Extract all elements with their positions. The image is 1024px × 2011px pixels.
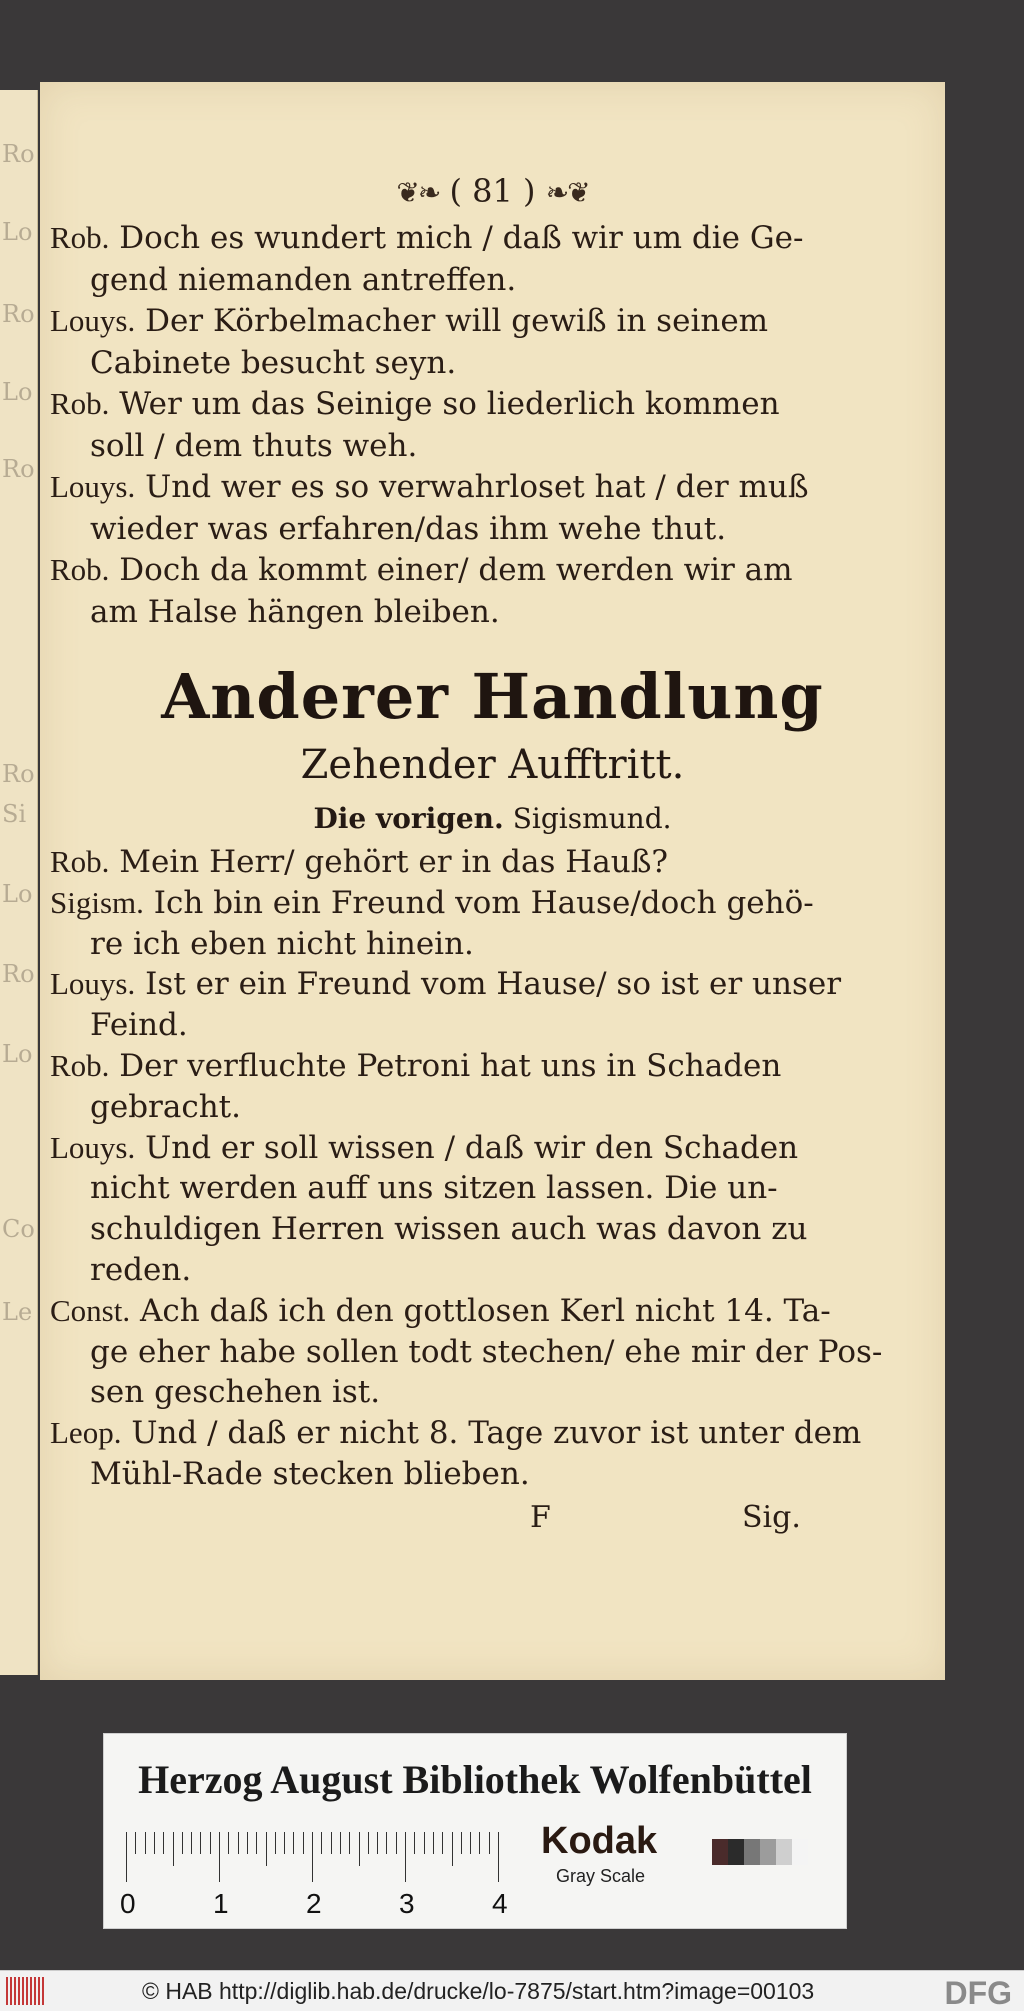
- speaker-name: Const.: [50, 1292, 131, 1328]
- viewer-footer: [0, 1970, 1024, 2011]
- ruler-tick: [452, 1832, 453, 1866]
- ruler-tick: [312, 1832, 313, 1882]
- dialogue-line: [50, 844, 850, 880]
- barcode-bar: [30, 1977, 32, 2005]
- gray-patch: [760, 1839, 776, 1865]
- ruler-tick: [368, 1832, 369, 1854]
- ornament-right-icon: ❧❦: [545, 176, 589, 209]
- speaker-name: Rob.: [50, 220, 110, 255]
- ruler-tick: [442, 1832, 443, 1854]
- ruler-number: 0: [120, 1888, 136, 1919]
- ghost-letter: Co: [2, 1215, 35, 1243]
- gray-patch: [712, 1839, 728, 1865]
- line-text: Ich bin ein Freund vom Hause/doch gehö-: [153, 884, 814, 921]
- dialogue-continuation: schuldigen Herren wissen auch was davon zu: [90, 1211, 808, 1248]
- dialogue-continuation: sen geschehen ist.: [90, 1374, 381, 1411]
- ghost-letter: Lo: [2, 880, 33, 908]
- ruler-tick: [238, 1832, 239, 1854]
- dialogue-continuation: reden.: [90, 1252, 192, 1288]
- ruler-tick: [266, 1832, 267, 1866]
- gray-patch: [744, 1839, 760, 1865]
- scene-cast: [40, 802, 945, 835]
- barcode-bar: [18, 1977, 20, 2005]
- signature-mark: F: [530, 1500, 551, 1535]
- barcode-bar: [14, 1977, 16, 2005]
- barcode-bar: [42, 1977, 44, 2005]
- ruler-tick: [200, 1832, 201, 1854]
- catchword: Sig.: [742, 1500, 801, 1535]
- dialogue-continuation: re ich eben nicht hinein.: [90, 925, 474, 962]
- line-text: Ach daß ich den gottlosen Kerl nicht 14. Ta-: [139, 1292, 831, 1329]
- speaker-name: Rob.: [50, 552, 110, 587]
- ruler-tick: [126, 1832, 127, 1882]
- dialogue-continuation: am Halse hängen bleiben.: [90, 593, 500, 630]
- scale-ruler: [120, 1832, 526, 1919]
- ornament-left-icon: ❦❧: [396, 176, 440, 209]
- speaker-name: Louys.: [50, 966, 136, 1002]
- dialogue-line: [50, 1293, 850, 1329]
- ruler-tick: [340, 1832, 341, 1854]
- ruler-tick: [489, 1832, 490, 1854]
- ruler-tick: [414, 1832, 415, 1854]
- ruler-tick: [303, 1832, 304, 1854]
- dialogue-line: [50, 966, 850, 1002]
- gray-patch: [792, 1839, 808, 1865]
- speaker-name: Leop.: [50, 1415, 122, 1451]
- source-credit-link[interactable]: © HAB http://diglib.hab.de/drucke/lo-7875/start.htm?image=00103: [142, 1977, 815, 2004]
- barcode-bar: [10, 1977, 12, 2005]
- line-text: Und er soll wissen / daß wir den Schaden: [145, 1129, 799, 1166]
- ruler-number: 2: [306, 1888, 322, 1919]
- dialogue-continuation: ge eher habe sollen todt stechen/ ehe mir der Pos-: [90, 1333, 883, 1370]
- ruler-tick: [433, 1832, 434, 1854]
- ruler-tick: [145, 1832, 146, 1854]
- speaker-name: Louys.: [50, 1129, 136, 1165]
- gray-patch: [728, 1839, 744, 1865]
- ruler-tick: [154, 1832, 155, 1854]
- dialogue-line: [50, 1048, 850, 1084]
- ruler-tick: [331, 1832, 332, 1854]
- ghost-letter: Ro: [2, 760, 35, 788]
- speaker-name: Louys.: [50, 303, 136, 338]
- ruler-tick: [293, 1832, 294, 1854]
- dialogue-continuation: nicht werden auff uns sitzen lassen. Die un-: [90, 1170, 778, 1207]
- ruler-tick: [210, 1832, 211, 1854]
- ghost-letter: Ro: [2, 455, 35, 483]
- page-number: ( 81 ): [449, 172, 536, 210]
- ghost-letter: Lo: [2, 378, 33, 406]
- barcode-bar: [26, 1977, 28, 2005]
- ghost-letter: Si: [2, 800, 27, 828]
- ruler-tick: [405, 1832, 406, 1882]
- ghost-letter: Lo: [2, 218, 33, 246]
- color-calibration-card: [103, 1733, 847, 1929]
- gray-scale-patches: [712, 1839, 808, 1865]
- ghost-letter: Le: [2, 1298, 33, 1326]
- dialogue-line: [50, 220, 850, 256]
- speaker-name: Rob.: [50, 386, 110, 421]
- ruler-tick: [386, 1832, 387, 1854]
- dialogue-line: [50, 386, 850, 422]
- ruler-tick: [173, 1832, 174, 1866]
- ruler-tick: [219, 1832, 220, 1882]
- gray-scale-label: Gray Scale: [556, 1866, 646, 1886]
- ghost-letter: Ro: [2, 140, 35, 168]
- speaker-name: Louys.: [50, 469, 136, 504]
- dialogue-continuation: Cabinete besucht seyn.: [90, 344, 457, 381]
- ruler-tick: [256, 1832, 257, 1854]
- ruler-tick: [247, 1832, 248, 1854]
- ghost-letter: Ro: [2, 300, 35, 328]
- dialogue-continuation: gebracht.: [90, 1088, 241, 1125]
- ghost-letter: Ro: [2, 960, 35, 988]
- line-text: Doch da kommt einer/ dem werden wir am: [119, 552, 793, 588]
- dialogue-line: [50, 885, 850, 921]
- dialogue-continuation: Mühl-Rade stecken blieben.: [90, 1456, 530, 1492]
- kodak-logo: Kodak: [541, 1820, 658, 1862]
- ruler-tick: [479, 1832, 480, 1854]
- ghost-letter: Lo: [2, 1040, 33, 1068]
- ruler-tick: [396, 1832, 397, 1854]
- ruler-tick: [377, 1832, 378, 1854]
- dialogue-line: [50, 469, 850, 505]
- ruler-tick: [191, 1832, 192, 1854]
- page-header: [40, 172, 945, 210]
- ruler-number: 3: [399, 1888, 415, 1919]
- barcode-icon: [6, 1977, 46, 2005]
- dialogue-line: [50, 1415, 862, 1452]
- barcode-bar: [38, 1977, 40, 2005]
- previous-page-edge: [0, 90, 38, 1675]
- line-text: Der Körbelmacher will gewiß in seinem: [145, 303, 769, 339]
- ruler-tick: [135, 1832, 136, 1854]
- ruler-tick: [461, 1832, 462, 1854]
- ruler-tick: [275, 1832, 276, 1854]
- barcode-bar: [34, 1977, 36, 2005]
- dialogue-continuation: soll / dem thuts weh.: [90, 427, 418, 464]
- line-text: Doch es wundert mich / daß wir um die Ge-: [119, 220, 804, 256]
- ruler-tick: [498, 1832, 499, 1882]
- ruler-tick: [470, 1832, 471, 1854]
- speaker-name: Sigism.: [50, 884, 144, 920]
- ruler-tick: [284, 1832, 285, 1854]
- ruler-tick: [359, 1832, 360, 1866]
- cast-new: Sigismund.: [512, 802, 672, 835]
- line-text: Wer um das Seinige so liederlich kommen: [119, 386, 780, 422]
- scene-subtitle: Zehender Aufftritt.: [300, 742, 685, 788]
- ruler-tick: [163, 1832, 164, 1854]
- ruler-tick: [424, 1832, 425, 1854]
- ruler-number: 1: [213, 1888, 229, 1919]
- ruler-tick: [228, 1832, 229, 1854]
- ruler-tick: [182, 1832, 183, 1854]
- line-text: Mein Herr/ gehört er in das Hauß?: [119, 844, 669, 880]
- book-page: [40, 82, 945, 1680]
- ruler-tick: [349, 1832, 350, 1854]
- library-name: Herzog August Bibliothek Wolfenbüttel: [138, 1757, 812, 1802]
- cast-previous: Die vorigen.: [313, 802, 504, 835]
- speaker-name: Rob.: [50, 844, 110, 879]
- barcode-bar: [6, 1977, 8, 2005]
- scene-title: Anderer Handlung: [161, 660, 824, 733]
- dialogue-continuation: gend niemanden antreffen.: [90, 261, 517, 298]
- ruler-number: 4: [492, 1888, 508, 1919]
- dialogue-line: [50, 1130, 850, 1166]
- ruler-tick: [321, 1832, 322, 1854]
- dfg-logo: DFG: [944, 1975, 1012, 2011]
- line-text: Ist er ein Freund vom Hause/ so ist er unser: [145, 966, 842, 1003]
- speaker-name: Rob.: [50, 1048, 110, 1083]
- dialogue-line: [50, 303, 850, 339]
- dialogue-continuation: wieder was erfahren/das ihm wehe thut.: [90, 510, 727, 547]
- gray-patch: [776, 1839, 792, 1865]
- dialogue-line: [50, 552, 850, 588]
- barcode-bar: [22, 1977, 24, 2005]
- line-text: Der verfluchte Petroni hat uns in Schaden: [119, 1048, 782, 1084]
- line-text: Und / daß er nicht 8. Tage zuvor ist unter dem: [131, 1415, 862, 1452]
- line-text: Und wer es so verwahrloset hat / der muß: [145, 469, 809, 505]
- dialogue-continuation: Feind.: [90, 1007, 188, 1044]
